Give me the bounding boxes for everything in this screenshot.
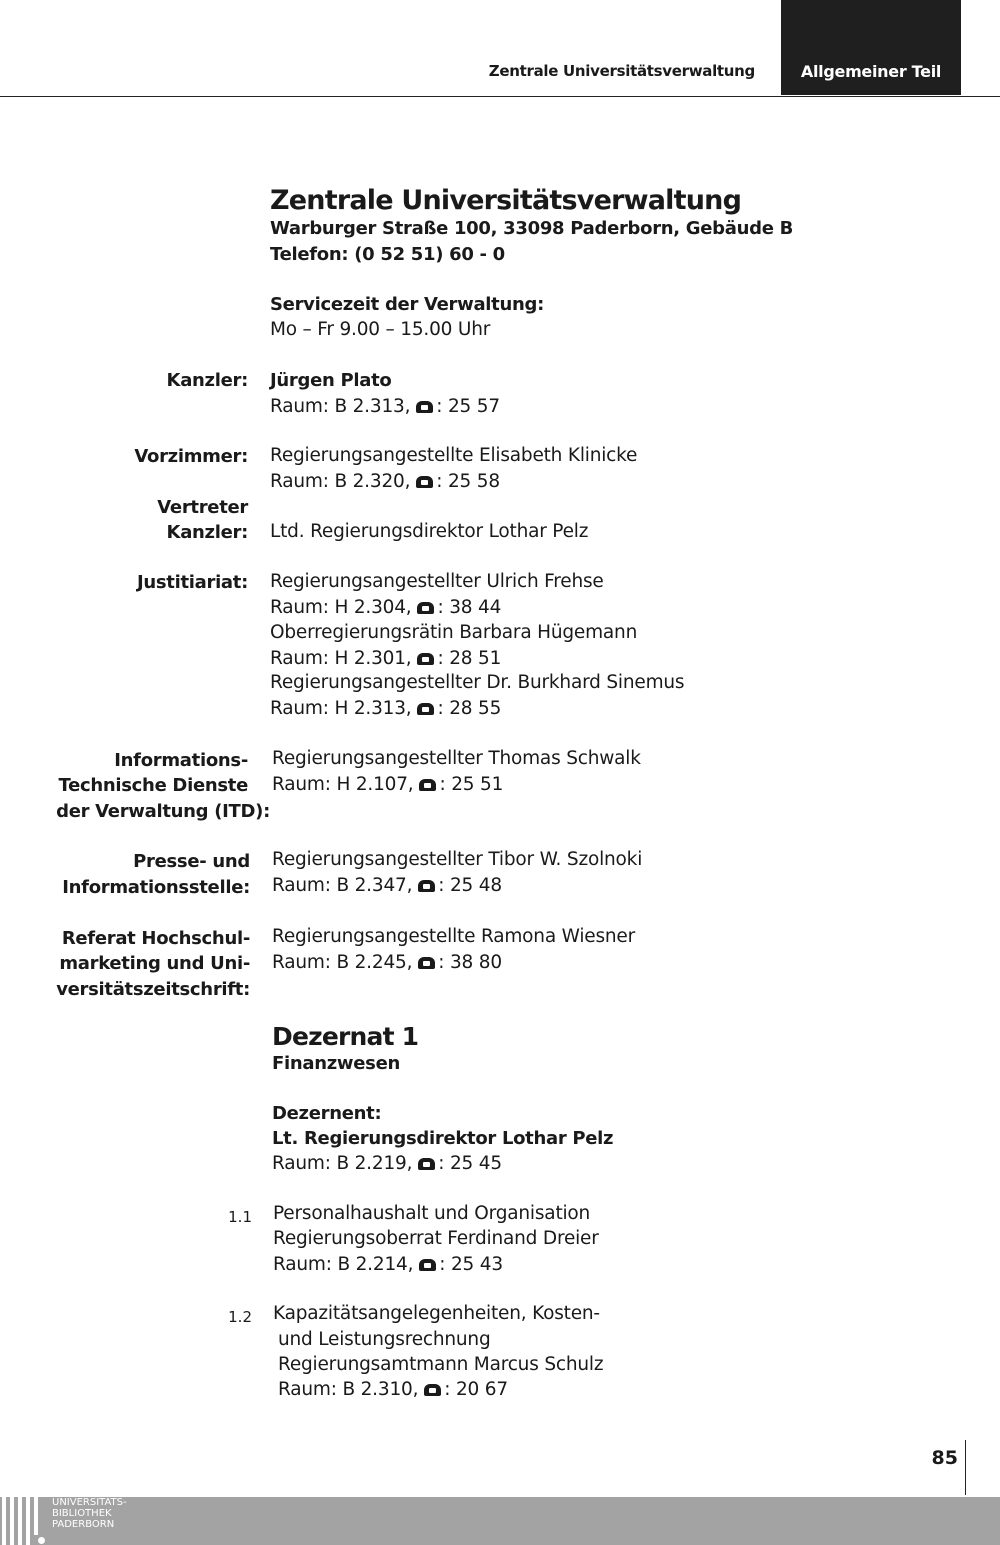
section-tab (781, 0, 961, 95)
phone-ext: : 25 43 (439, 1254, 503, 1275)
presse-label-line1: Presse- und (133, 851, 250, 872)
page-title: Zentrale Universitätsverwaltung (270, 185, 742, 216)
phone-ext: : 25 58 (436, 471, 500, 492)
presse-name: Regierungsangestellter Tibor W. Szolnoki (272, 849, 643, 870)
referat-contact (272, 952, 502, 973)
itd-label-line2: Technische Dienste (58, 775, 248, 796)
phone-icon (424, 1384, 441, 1396)
vorzimmer-label: Vorzimmer: (134, 446, 248, 467)
room: Raum: H 2.304, (270, 597, 412, 618)
phone-ext: : 38 44 (437, 597, 502, 618)
service-label: Servicezeit der Verwaltung: (270, 294, 544, 315)
item-line: Regierungsamtmann Marcus Schulz (278, 1354, 604, 1375)
dezernat-subtitle: Finanzwesen (272, 1053, 400, 1074)
itd-label-line1: Informations- (114, 750, 248, 771)
itd-contact (272, 774, 503, 795)
kanzler-label: Kanzler: (166, 370, 248, 391)
main-phone: Telefon: (0 52 51) 60 - 0 (270, 244, 505, 265)
presse-contact (272, 875, 502, 896)
phone-icon (416, 401, 433, 413)
section-tab-label: Allgemeiner Teil (800, 62, 942, 81)
room: Raum: B 2.320, (270, 471, 411, 492)
itd-name: Regierungsangestellter Thomas Schwalk (272, 748, 641, 769)
itd-label-line3: der Verwaltung (ITD): (56, 801, 270, 822)
logo-bar (34, 1497, 38, 1535)
item-line: Regierungsoberrat Ferdinand Dreier (273, 1228, 599, 1249)
phone-icon (419, 1259, 436, 1271)
logo-bar (26, 1497, 30, 1545)
library-name-line3: PADERBORN (52, 1519, 115, 1530)
phone-ext: : 25 45 (438, 1153, 502, 1174)
phone-icon (418, 880, 435, 892)
phone-ext: : 28 55 (437, 698, 502, 719)
kanzler-name: Jürgen Plato (270, 370, 392, 391)
presse-label-line2: Informationsstelle: (62, 877, 250, 898)
room: Raum: B 2.313, (270, 396, 411, 417)
library-name (52, 1497, 127, 1530)
referat-label-line2: marketing und Uni- (59, 953, 250, 974)
room: Raum: B 2.347, (272, 875, 413, 896)
room: Raum: B 2.310, (278, 1379, 419, 1400)
justitiariat-person3-name: Regierungsangestellter Dr. Burkhard Sinemus (270, 672, 685, 693)
referat-label-line3: versitätszeitschrift: (56, 979, 250, 1000)
justitiariat-person1-name: Regierungsangestellter Ulrich Frehse (270, 571, 604, 592)
room: Raum: B 2.219, (272, 1153, 413, 1174)
phone-ext: : 28 51 (437, 648, 502, 669)
room: Raum: B 2.214, (273, 1254, 414, 1275)
running-header-title: Zentrale Universitätsverwaltung (488, 62, 755, 80)
phone-icon (417, 602, 434, 614)
item-contact (278, 1379, 508, 1400)
room: Raum: H 2.301, (270, 648, 412, 669)
item-line: und Leistungsrechnung (278, 1329, 491, 1350)
dezernat-title: Dezernat 1 (272, 1022, 419, 1051)
justitiariat-label: Justitiariat: (136, 572, 248, 593)
room: Raum: H 2.107, (272, 774, 414, 795)
item-line: Kapazitätsangelegenheiten, Kosten- (273, 1303, 600, 1324)
vertreter-label-line2: Kanzler: (166, 522, 248, 543)
item-number: 1.2 (228, 1308, 252, 1326)
dezernent-name: Lt. Regierungsdirektor Lothar Pelz (272, 1128, 614, 1149)
phone-ext: : 25 51 (439, 774, 504, 795)
header-rule (0, 96, 1000, 97)
library-footer-band (0, 1497, 1000, 1545)
referat-label-line1: Referat Hochschul- (61, 928, 250, 949)
service-hours: Mo – Fr 9.00 – 15.00 Uhr (270, 319, 491, 340)
referat-name: Regierungsangestellte Ramona Wiesner (272, 926, 635, 947)
page-number-rule (965, 1440, 966, 1495)
justitiariat-person3-contact (270, 698, 501, 719)
vertreter-name: Ltd. Regierungsdirektor Lothar Pelz (270, 521, 589, 542)
phone-ext: : 25 48 (438, 875, 502, 896)
dezernent-contact (272, 1153, 502, 1174)
logo-bar (10, 1497, 14, 1545)
phone-ext: : 38 80 (438, 952, 502, 973)
item-number: 1.1 (228, 1208, 252, 1226)
phone-icon (417, 653, 434, 665)
phone-icon (418, 957, 435, 969)
justitiariat-person1-contact (270, 597, 501, 618)
vorzimmer-name: Regierungsangestellte Elisabeth Klinicke (270, 445, 638, 466)
room: Raum: B 2.245, (272, 952, 413, 973)
item-contact (273, 1254, 503, 1275)
logo-bar (18, 1497, 22, 1545)
kanzler-contact (270, 396, 500, 417)
logo-dot (38, 1537, 45, 1544)
vorzimmer-contact (270, 471, 500, 492)
vertreter-label-line1: Vertreter (157, 497, 248, 518)
dezernent-label: Dezernent: (272, 1103, 382, 1124)
phone-ext: : 20 67 (444, 1379, 508, 1400)
logo-bar (2, 1497, 6, 1545)
page-number: 85 (931, 1447, 958, 1469)
phone-icon (418, 1158, 435, 1170)
justitiariat-person2-contact (270, 648, 501, 669)
library-name-line1: UNIVERSITÄTS- (52, 1497, 127, 1508)
phone-icon (419, 779, 436, 791)
item-line: Personalhaushalt und Organisation (273, 1203, 591, 1224)
phone-icon (416, 476, 433, 488)
library-name-line2: BIBLIOTHEK (52, 1508, 112, 1519)
phone-icon (417, 703, 434, 715)
phone-ext: : 25 57 (436, 396, 500, 417)
room: Raum: H 2.313, (270, 698, 412, 719)
address: Warburger Straße 100, 33098 Paderborn, Gebäude B (270, 218, 794, 239)
justitiariat-person2-name: Oberregierungsrätin Barbara Hügemann (270, 622, 638, 643)
